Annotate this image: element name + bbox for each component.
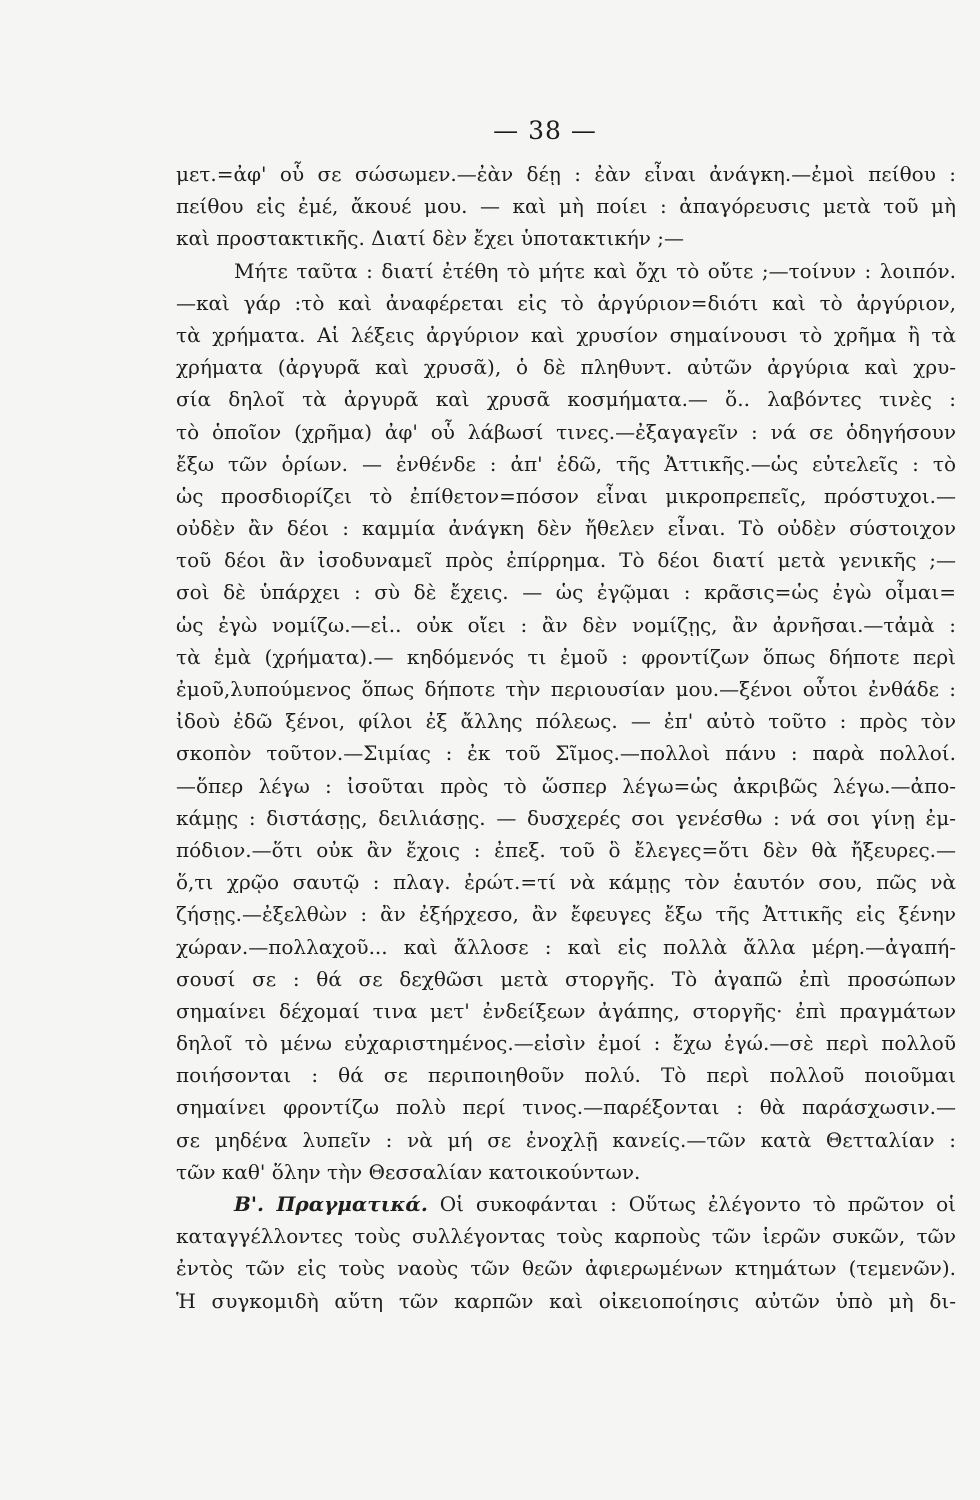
- text-line: οὐδὲν ἂν δέοι : καμμία ἀνάγκη δὲν ἤθελεν εἶναι. Τὸ οὐδὲν σύστοιχον: [176, 516, 956, 541]
- text-line: σοὶ δὲ ὑπάρχει : σὺ δὲ ἔχεις. — ὡς ἐγῷμαι : κρᾶσις=ὡς ἐγὼ οἶμαι=: [176, 580, 956, 605]
- page-number: — 38 —: [493, 116, 597, 145]
- text-line: καὶ προστακτικῆς. Διατί δὲν ἔχει ὑποτακτικήν ;—: [176, 226, 684, 251]
- text-line: τῶν καθ' ὅλην τὴν Θεσσαλίαν κατοικούντων.: [176, 1159, 641, 1184]
- text-line: πόδιον.—ὅτι οὐκ ἂν ἔχοις : ἐπεξ. τοῦ ὃ ἔλεγες=ὅτι δὲν θὰ ἤξευρες.—: [176, 837, 956, 862]
- text-line: ὡς ἐγὼ νομίζω.—εἰ.. οὐκ οἴει : ἂν δὲν νομίζῃς, ἂν ἀρνῆσαι.—τἀμὰ :: [176, 612, 956, 637]
- section-heading: Β'. Πραγματικά.: [234, 1192, 428, 1216]
- section-first-line: [176, 1188, 956, 1220]
- text-line: σία δηλοῖ τὰ ἀργυρᾶ καὶ χρυσᾶ κοσμήματα.— ὅ.. λαβόντες τινὲς :: [176, 387, 956, 412]
- text-line: κάμῃς : διστάσῃς, δειλιάσῃς. — δυσχερές σοι γενέσθω : νά σοι γίνῃ ἐμ-: [176, 805, 956, 830]
- text-line: χρήματα (ἀργυρᾶ καὶ χρυσᾶ), ὁ δὲ πληθυντ. αὐτῶν ἀργύρια καὶ χρυ-: [176, 355, 956, 380]
- text-line: —ὅπερ λέγω : ἰσοῦται πρὸς τὸ ὥσπερ λέγω=ὡς ἀκριβῶς λέγω.—ἀπο-: [176, 773, 956, 798]
- text-line: σε μηδένα λυπεῖν : νὰ μή σε ἐνοχλῇ κανείς.—τῶν κατὰ Θετταλίαν :: [176, 1127, 956, 1152]
- text-line: δηλοῖ τὸ μένω εὐχαριστημένος.—εἰσὶν ἐμοί : ἔχω ἐγώ.—σὲ περὶ πολλοῦ: [176, 1031, 956, 1056]
- section-line: καταγγέλλοντες τοὺς συλλέγοντας τοὺς καρποὺς τῶν ἱερῶν συκῶν, τῶν: [176, 1224, 956, 1249]
- text-line: τὸ ὁποῖον (χρῆμα) ἀφ' οὗ λάβωσί τινες.—ἐξαγαγεῖν : νά σε ὁδηγήσουν: [176, 419, 956, 444]
- text-line: τὰ ἐμὰ (χρήματα).— κηδόμενός τι ἐμοῦ : φροντίζων ὅπως δήποτε περὶ: [176, 644, 956, 669]
- commentary-text: [176, 158, 956, 1317]
- text-line: τὰ χρήματα. Αἱ λέξεις ἀργύριον καὶ χρυσίον σημαίνουσι τὸ χρῆμα ἢ τὰ: [176, 322, 956, 347]
- text-line: σημαίνει φροντίζω πολὺ περί τινος.—παρέξονται : θὰ παράσχωσιν.—: [176, 1095, 956, 1120]
- section-first-line-text: Οἱ συκοφάνται : Οὕτως ἐλέγοντο τὸ πρῶτον οἱ: [439, 1192, 956, 1216]
- text-line: ποιήσονται : θά σε περιποιηθοῦν πολύ. Τὸ περὶ πολλοῦ ποιοῦμαι: [176, 1063, 956, 1088]
- text-line: ἔξω τῶν ὁρίων. — ἐνθένδε : ἀπ' ἐδῶ, τῆς Ἀττικῆς.—ὡς εὐτελεῖς : τὸ: [176, 451, 956, 476]
- text-line: Μήτε ταῦτα : διατί ἐτέθη τὸ μήτε καὶ ὄχι τὸ οὔτε ;—τοίνυν : λοιπόν.: [234, 258, 956, 283]
- text-line: ζήσῃς.—ἐξελθὼν : ἂν ἐξήρχεσο, ἂν ἔφευγες ἔξω τῆς Ἀττικῆς εἰς ξένην: [176, 902, 956, 927]
- text-line: —καὶ γάρ :τὸ καὶ ἀναφέρεται εἰς τὸ ἀργύριον=διότι καὶ τὸ ἀργύριον,: [176, 290, 956, 315]
- section-line: Ἡ συγκομιδὴ αὕτη τῶν καρπῶν καὶ οἰκειοποίησις αὐτῶν ὑπὸ μὴ δι-: [176, 1288, 956, 1313]
- text-line: ἐμοῦ,λυπούμενος ὅπως δήποτε τὴν περιουσίαν μου.—ξένοι οὗτοι ἐνθάδε :: [176, 677, 956, 701]
- text-line: πείθου εἰς ἐμέ, ἄκουέ μου. — καὶ μὴ ποίει : ἀπαγόρευσις μετὰ τοῦ μὴ: [176, 194, 956, 219]
- text-line: ὡς προσδιορίζει τὸ ἐπίθετον=πόσον εἶναι μικροπρεπεῖς, πρόστυχοι.—: [176, 483, 956, 508]
- text-line: σημαίνει δέχομαί τινα μετ' ἐνδείξεων ἀγάπης, στοργῆς· ἐπὶ πραγμάτων: [176, 998, 956, 1023]
- text-line: χώραν.—πολλαχοῦ... καὶ ἄλλοσε : καὶ εἰς πολλὰ ἄλλα μέρη.—ἀγαπή-: [176, 934, 956, 959]
- text-line: ὅ,τι χρῷο σαυτῷ : πλαγ. ἐρώτ.=τί νὰ κάμῃς τὸν ἑαυτόν σου, πῶς νὰ: [176, 870, 956, 895]
- text-line: ἰδοὺ ἐδῶ ξένοι, φίλοι ἐξ ἄλλης πόλεως. — ἐπ' αὐτὸ τοῦτο : πρὸς τὸν: [176, 709, 956, 734]
- text-line: σκοπὸν τοῦτον.—Σιμίας : ἐκ τοῦ Σῖμος.—πολλοὶ πάνυ : παρὰ πολλοί.: [176, 741, 956, 766]
- section-line: ἐντὸς τῶν εἰς τοὺς ναοὺς τῶν θεῶν ἀφιερωμένων κτημάτων (τεμενῶν).: [176, 1256, 956, 1281]
- text-line: μετ.=ἀφ' οὗ σε σώσωμεν.—ἐὰν δέῃ : ἐὰν εἶναι ἀνάγκη.—ἐμοὶ πείθου :: [176, 162, 956, 186]
- text-line: σουσί σε : θά σε δεχθῶσι μετὰ στοργῆς. Τὸ ἀγαπῶ ἐπὶ προσώπων: [176, 966, 956, 991]
- text-line: τοῦ δέοι ἂν ἰσοδυναμεῖ πρὸς ἐπίρρημα. Τὸ δέοι διατί μετὰ γενικῆς ;—: [176, 548, 956, 573]
